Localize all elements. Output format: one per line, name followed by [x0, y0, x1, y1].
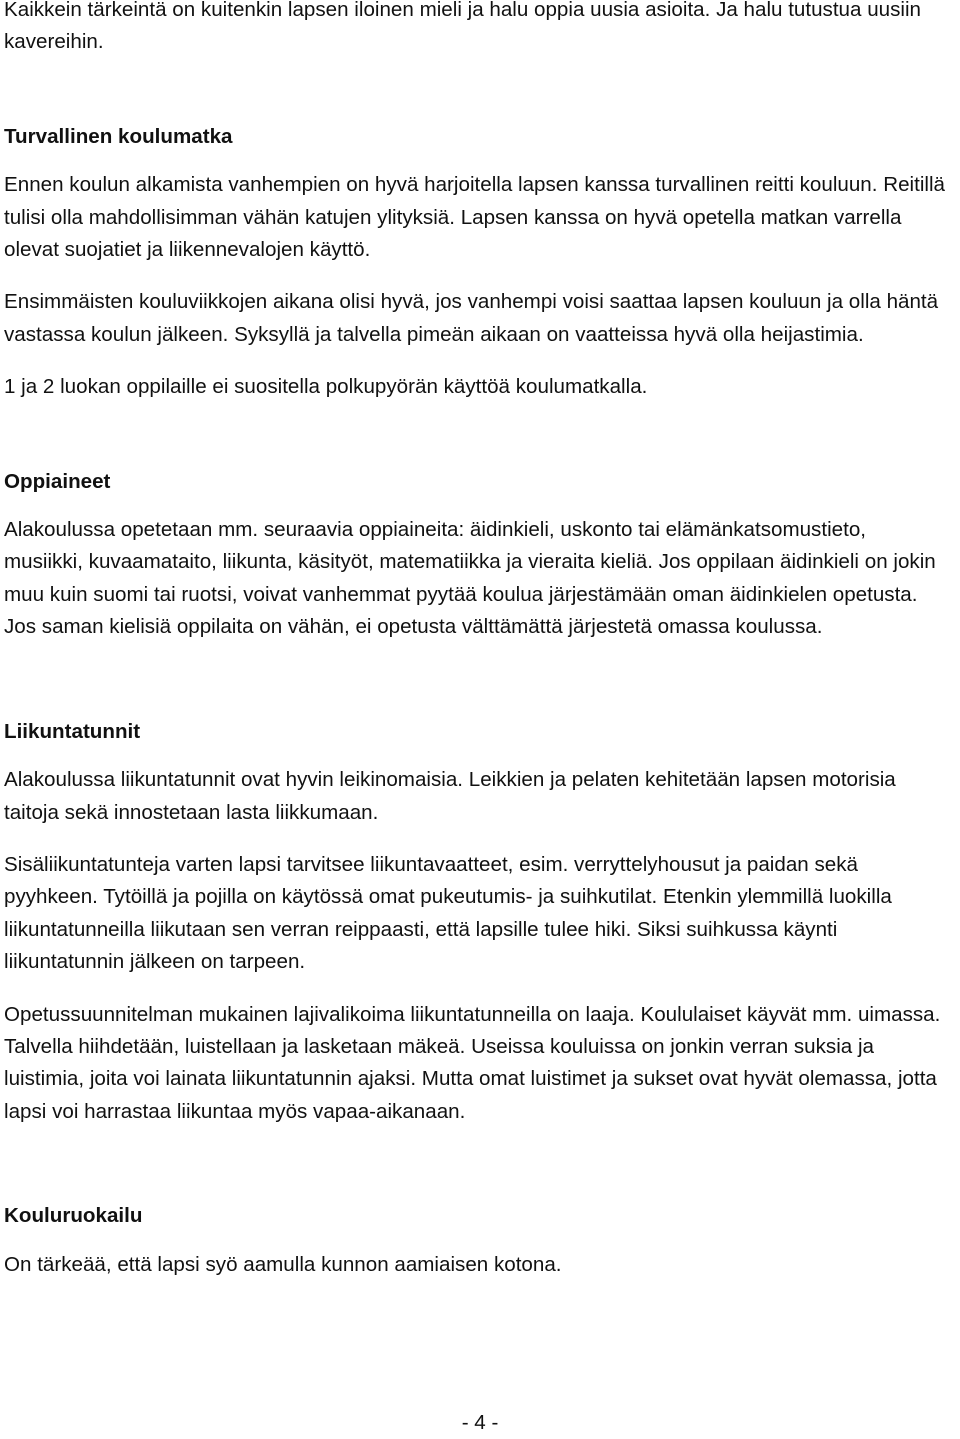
koulumatka-paragraph-1: Ennen koulun alkamista vanhempien on hyvä harjoitella lapsen kanssa turvallinen reitti kouluun. Reitillä tulisi olla mahdollisimman vähän katujen ylityksiä. Lapsen kanssa on hyvä opetella matkan varrella olevat suojatiet ja liikennevalojen käyttö.: [4, 173, 945, 262]
page-number: - 4 -: [461, 1411, 499, 1434]
kouluruokailu-paragraph-1: On tärkeää, että lapsi syö aamulla kunnon aamiaisen kotona.: [4, 1252, 562, 1276]
koulumatka-paragraph-2: Ensimmäisten kouluviikkojen aikana olisi hyvä, jos vanhempi voisi saattaa lapsen kouluun ja olla häntä vastassa koulun jälkeen. Syksyllä ja talvella pimeän aikaan on vaatteissa hyvä olla heijastimia.: [4, 290, 939, 346]
page-content: [4, 0, 949, 1281]
heading-turvallinen-koulumatka: Turvallinen koulumatka: [4, 124, 233, 148]
intro-paragraph: Kaikkein tärkeintä on kuitenkin lapsen iloinen mieli ja halu oppia uusia asioita. Ja halu tutustua uusiin kavereihin.: [4, 0, 921, 54]
oppiaineet-paragraph-1: Alakoulussa opetetaan mm. seuraavia oppiaineita: äidinkieli, uskonto tai elämänkatsomustieto, musiikki, kuvaamataito, liikunta, käsityöt, matematiikka ja vieraita kieliä. Jos oppilaan äidinkieli on jokin muu kuin suomi tai ruotsi, voivat vanhemmat pyytää koulua järjestämään oman äidinkielen opetusta. Jos saman kielisiä oppilaita on vähän, ei opetusta välttämättä järjestetä omassa koulussa.: [4, 518, 936, 639]
liikuntatunnit-paragraph-3: Opetussuunnitelman mukainen lajivalikoima liikuntatunneilla on laaja. Koululaiset käyvät mm. uimassa. Talvella hiihdetään, luistellaan ja lasketaan mäkeä. Useissa kouluissa on jonkin verran suksia ja luistimia, joita voi lainata liikuntatunnin ajaksi. Mutta omat luistimet ja sukset ovat hyvät olemassa, jotta lapsi voi harrastaa liikuntaa myös vapaa-aikanaan.: [4, 1002, 941, 1123]
koulumatka-paragraph-3: 1 ja 2 luokan oppilaille ei suositella polkupyörän käyttöä koulumatkalla.: [4, 375, 648, 399]
liikuntatunnit-paragraph-2: Sisäliikuntatunteja varten lapsi tarvitsee liikuntavaatteet, esim. verryttelyhousut ja paidan sekä pyyhkeen. Tytöillä ja pojilla on käytössä omat pukeutumis- ja suihkutilat. Etenkin ylemmillä luokilla liikuntatunneilla liikutaan sen verran reippaasti, että lapsille tulee hiki. Siksi suihkussa käynti liikuntatunnin jälkeen on tarpeen.: [4, 852, 892, 974]
liikuntatunnit-paragraph-1: Alakoulussa liikuntatunnit ovat hyvin leikinomaisia. Leikkien ja pelaten kehitetään lapsen motorisia taitoja sekä innostetaan lasta liikkumaan.: [4, 768, 896, 824]
heading-oppiaineet: Oppiaineet: [4, 469, 111, 493]
heading-kouluruokailu: Kouluruokailu: [4, 1204, 143, 1228]
heading-liikuntatunnit: Liikuntatunnit: [4, 719, 141, 743]
